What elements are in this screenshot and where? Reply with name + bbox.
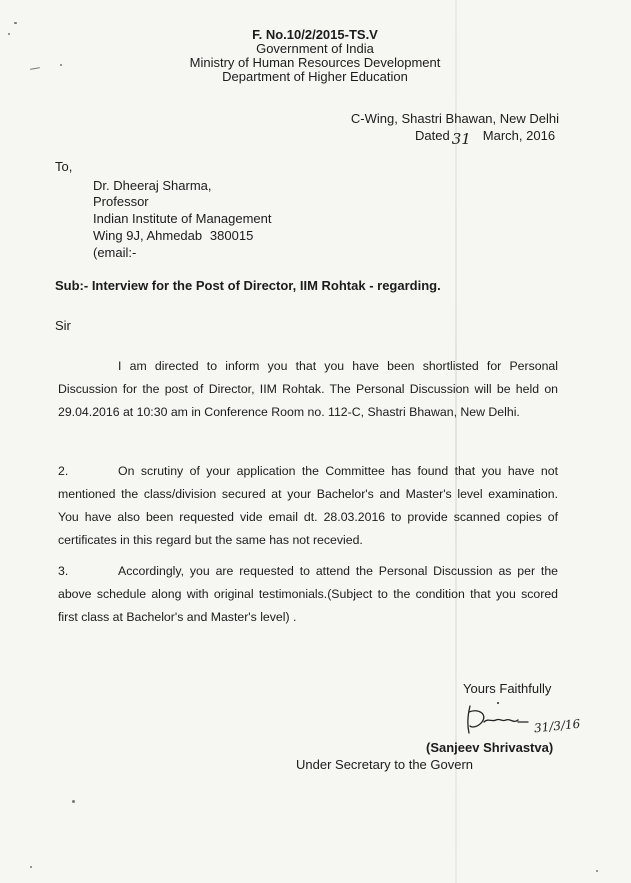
header-ministry: Ministry of Human Resources Development: [189, 55, 441, 70]
addressee-institute: Indian Institute of Management: [93, 211, 272, 226]
signatory-designation: Under Secretary to the Govern: [296, 757, 474, 772]
scan-speck: [30, 866, 32, 868]
closing: Yours Faithfully: [463, 681, 552, 696]
date-month-year: March, 2016: [482, 128, 556, 143]
header-government: Government of India: [256, 41, 374, 56]
paragraph-3: Accordingly, you are requested to attend the Personal Discussion as per the above schedule along with original testimonials.(Subject to the condition that you scored first class at Bachelor's and Master's level) .: [58, 564, 558, 624]
to-label: To,: [55, 159, 73, 174]
subject-line: Sub:- Interview for the Post of Director, IIM Rohtak - regarding.: [55, 278, 441, 293]
file-number: F. No.10/2/2015-TS.V: [252, 27, 378, 42]
scan-speck: [60, 64, 62, 66]
paragraph-3-number: 3.: [58, 564, 69, 578]
salutation: Sir: [55, 318, 71, 333]
addressee-address: Wing 9J, Ahmedab 380015: [93, 228, 254, 243]
header-department: Department of Higher Education: [222, 69, 408, 84]
paragraph-2: On scrutiny of your application the Committee has found that you have not mentioned the class/division secured at your Bachelor's and Master's level examination. You have also been requested vide email dt. 28.03.2016 to provide scanned copies of certificates in this regard but the same has not recevied.: [58, 464, 558, 547]
date-line: [415, 127, 556, 148]
place: C-Wing, Shastri Bhawan, New Delhi: [350, 111, 559, 126]
addressee-email: (email:-: [93, 245, 137, 260]
scan-speck: [14, 22, 17, 24]
scan-speck: [72, 800, 75, 803]
scan-speck: [596, 870, 598, 872]
date-label: Dated: [415, 128, 450, 143]
signature-date: 31/3/16: [533, 716, 581, 736]
paragraph-1: I am directed to inform you that you have been shortlisted for Personal Discussion for the post of Director, IIM Rohtak. The Personal Discussion will be held on 29.04.2016 at 10:30 am in Conference Room no. 112-C, Shastri Bhawan, New Delhi.: [58, 359, 558, 419]
date-day: 31: [451, 130, 471, 148]
addressee-title: Professor: [93, 194, 149, 209]
addressee-name: Dr. Dheeraj Sharma,: [93, 178, 212, 193]
signatory-name: (Sanjeev Shrivastva): [426, 740, 554, 755]
scan-speck: [8, 33, 10, 35]
paragraph-2-number: 2.: [58, 464, 69, 478]
scan-speck: [30, 67, 40, 70]
